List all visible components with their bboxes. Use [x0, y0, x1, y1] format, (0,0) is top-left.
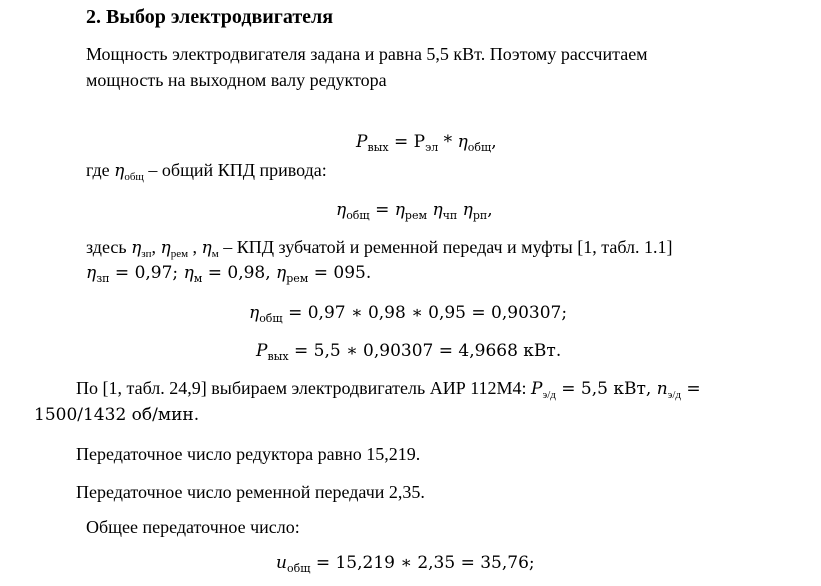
total-ratio-label: Общее передаточное число:: [86, 517, 300, 537]
efficiency-values-line: $\eta_{зп} = 0,97$; $\eta_м = 0,98$, $\eta_{рем} = 095$.: [86, 263, 372, 285]
reducer-ratio-line: Передаточное число редуктора равно 15,219.: [76, 444, 421, 464]
formula-total-efficiency-value: $\eta_{общ} = 0,97$ ∗ 0,98 ∗ 0,95 = 0,90307;: [249, 303, 568, 325]
intro-line-2: мощность на выходном валу редуктора: [86, 70, 387, 90]
formula-total-efficiency: $\eta_{общ} = \eta_{рем}$ $\eta_{чп}$ $\eta_{рп}$,: [336, 200, 493, 222]
section-title: Выбор электродвигателя: [106, 6, 334, 28]
belt-ratio-line: Передаточное число ременной передачи 2,35.: [76, 482, 425, 502]
formula-total-ratio: $u_{общ} = 15,219$ ∗ 2,35 = 35,76;: [276, 553, 535, 575]
formula-output-power-value: $P_{вых} = 5,5$ ∗ 0,90307 = 4,9668 кВт.: [256, 341, 562, 363]
motor-selection-line: По [1, табл. 24,9] выбираем электродвигатель АИР 112М4: $P_{э/д} = 5,5$ кВт, $n_{э/д}$ =: [76, 378, 701, 401]
motor-speed-line: 1500/1432 об/мин.: [34, 405, 200, 425]
intro-line-1: Мощность электродвигателя задана и равна 5,5 кВт. Поэтому рассчитаем: [86, 44, 648, 64]
section-number: 2.: [86, 6, 101, 28]
section-heading: [86, 6, 333, 28]
here-line: здесь $\eta_{зп}$, $\eta_{рем}$ , $\eta_м$ – КПД зубчатой и ременной передач и муфты [1, табл. 1.1]: [86, 237, 673, 260]
where-line: где $\eta_{общ}$ – общий КПД привода:: [86, 160, 327, 183]
formula-output-power: $P_{вых} = Р_{эл} * \eta_{общ}$,: [356, 132, 497, 154]
